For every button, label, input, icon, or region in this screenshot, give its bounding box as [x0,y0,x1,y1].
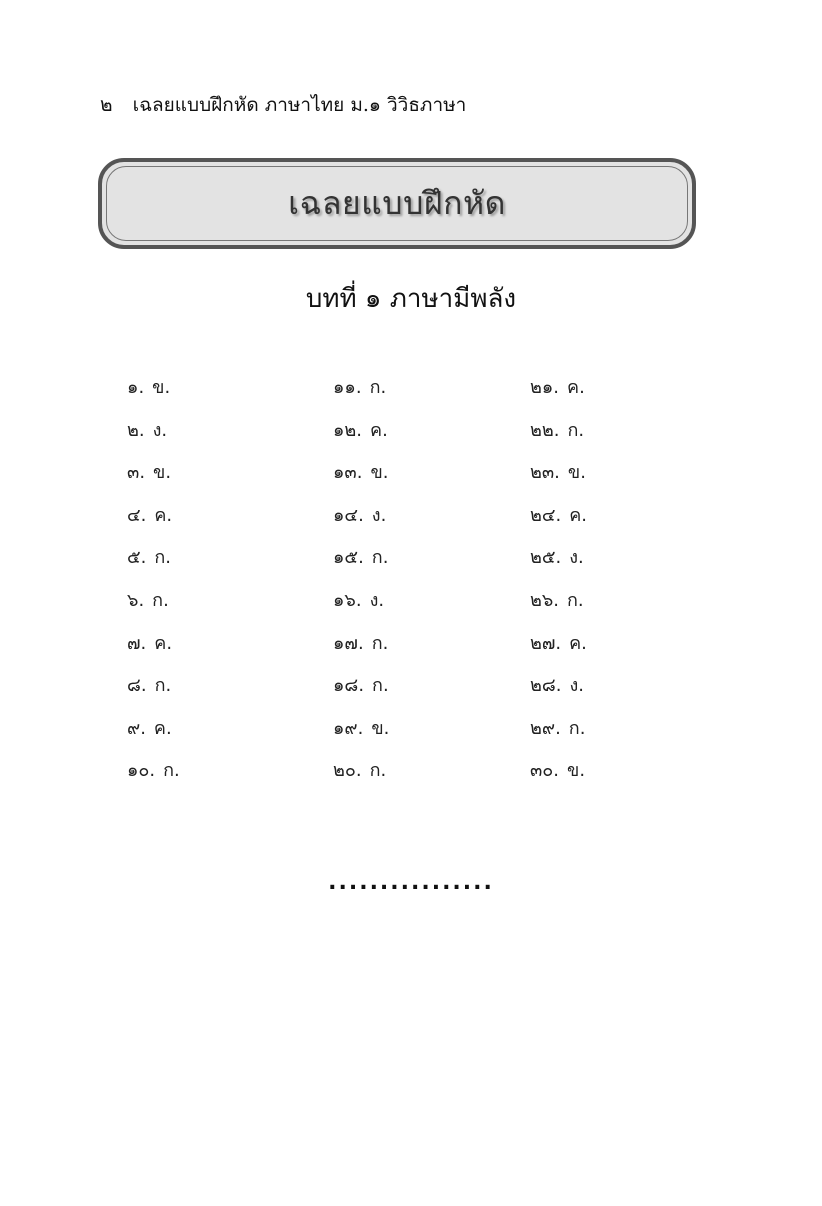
answer-item: ๒๔. ค. [530,500,587,529]
answer-number: ๙ [127,717,141,739]
answer-choice: ก. [369,377,387,398]
answer-number: ๑๒ [333,419,357,441]
answer-item: ๑๘. ก. [333,670,389,699]
answer-item: ๔. ค. [127,500,172,529]
answer-item: ๓. ข. [127,457,171,486]
answer-number: ๒๒ [530,419,554,441]
answer-number: ๑๐ [127,760,150,782]
answer-choice: ค. [370,419,388,441]
answer-choice: ข. [371,717,390,739]
page-number: ๒ [100,94,113,116]
answer-choice: ค. [569,504,587,526]
answer-item: ๒๕. ง. [530,542,584,571]
answer-item: ๗. ค. [127,628,172,657]
answer-choice: ก. [567,419,585,441]
answer-number: ๑๖ [333,590,356,611]
answer-item: ๒๘. ง. [530,670,584,699]
answer-item: ๑๗. ก. [333,628,388,657]
answer-choice: ง. [569,675,585,697]
answer-choice: ก. [371,547,389,569]
running-header-text: เฉลยแบบฝึกหัด ภาษาไทย ม.๑ วิวิธภาษา [132,94,467,116]
answer-item: ๒๙. ก. [530,713,585,742]
answer-choice: ก. [568,717,586,739]
answer-number: ๒๐ [333,760,356,782]
answer-item: ๘. ก. [127,670,171,699]
answer-number: ๑ [127,377,139,398]
answer-number: ๑๕ [333,547,359,569]
answer-number: ๗ [127,632,141,654]
answer-item: ๒๑. ค. [530,372,585,401]
answer-choice: ค. [154,504,173,526]
answer-item: ๑๔. ง. [333,500,386,529]
end-separator: ................ [328,870,494,895]
answer-choice: ก. [152,590,169,611]
answer-number: ๒๙ [530,717,556,739]
answer-item: ๓๐. ข. [530,755,585,784]
answer-item: ๑. ข. [127,372,170,401]
answer-number: ๑๗ [333,632,358,654]
answer-choice: ข. [152,377,171,398]
answer-number: ๓๐ [530,760,554,782]
answer-number: ๖ [127,590,139,611]
answer-number: ๑๘ [333,675,359,697]
answer-choice: ก. [154,675,172,697]
answer-number: ๑๓ [333,462,357,484]
answer-choice: ก. [567,590,584,611]
answer-number: ๒๗ [530,632,556,654]
answer-item: ๕. ก. [127,542,171,571]
answer-number: ๑๔ [333,504,359,526]
answer-choice: ค. [567,377,585,398]
answer-choice: ข. [567,462,586,484]
answer-number: ๒๕ [530,547,556,569]
answer-item: ๙. ค. [127,713,172,742]
answer-number: ๑๙ [333,717,358,739]
answer-choice: ค. [569,632,587,654]
answer-item: ๑๐. ก. [127,755,180,784]
answer-choice: ค. [154,632,173,654]
answer-choice: ก. [372,675,389,697]
answer-item: ๑๓. ข. [333,457,389,486]
answer-choice: ก. [163,760,180,782]
answer-item: ๒๖. ก. [530,585,584,614]
answer-item: ๑๕. ก. [333,542,388,571]
answer-choice: ง. [369,590,385,611]
answer-choice: ข. [567,760,586,782]
answer-item: ๒๐. ก. [333,755,386,784]
answer-choice: ก. [154,547,171,569]
answer-choice: ก. [371,632,389,654]
answer-number: ๒๖ [530,590,554,611]
answer-item: ๑๖. ง. [333,585,384,614]
answer-item: ๑๑. ก. [333,372,386,401]
answer-number: ๒๑ [530,377,554,398]
answer-number: ๘ [127,675,141,697]
answer-item: ๑๙. ข. [333,713,389,742]
answer-item: ๒๓. ข. [530,457,586,486]
answer-choice: ง. [569,547,584,569]
answer-choice: ข. [370,462,389,484]
answer-item: ๒. ง. [127,415,167,444]
answer-number: ๒ [127,419,139,441]
answer-number: ๓ [127,462,140,484]
answer-number: ๑๑ [333,377,356,398]
answer-choice: ก. [369,760,387,782]
answer-choice: ง. [152,419,168,441]
answer-choice: ข. [153,462,172,484]
answer-number: ๒๓ [530,462,555,484]
answer-number: ๔ [127,504,141,526]
answer-item: ๑๒. ค. [333,415,388,444]
answer-number: ๒๘ [530,675,556,697]
chapter-heading: บทที่ ๑ ภาษามีพลัง [305,284,517,314]
answer-choice: ง. [371,504,387,526]
answer-number: ๒๔ [530,504,556,526]
answer-item: ๖. ก. [127,585,169,614]
answer-choice: ค. [153,717,172,739]
answer-item: ๒๗. ค. [530,628,587,657]
page-title: เฉลยแบบฝึกหัด [288,184,506,222]
answer-number: ๕ [127,547,141,569]
answer-item: ๒๒. ก. [530,415,584,444]
